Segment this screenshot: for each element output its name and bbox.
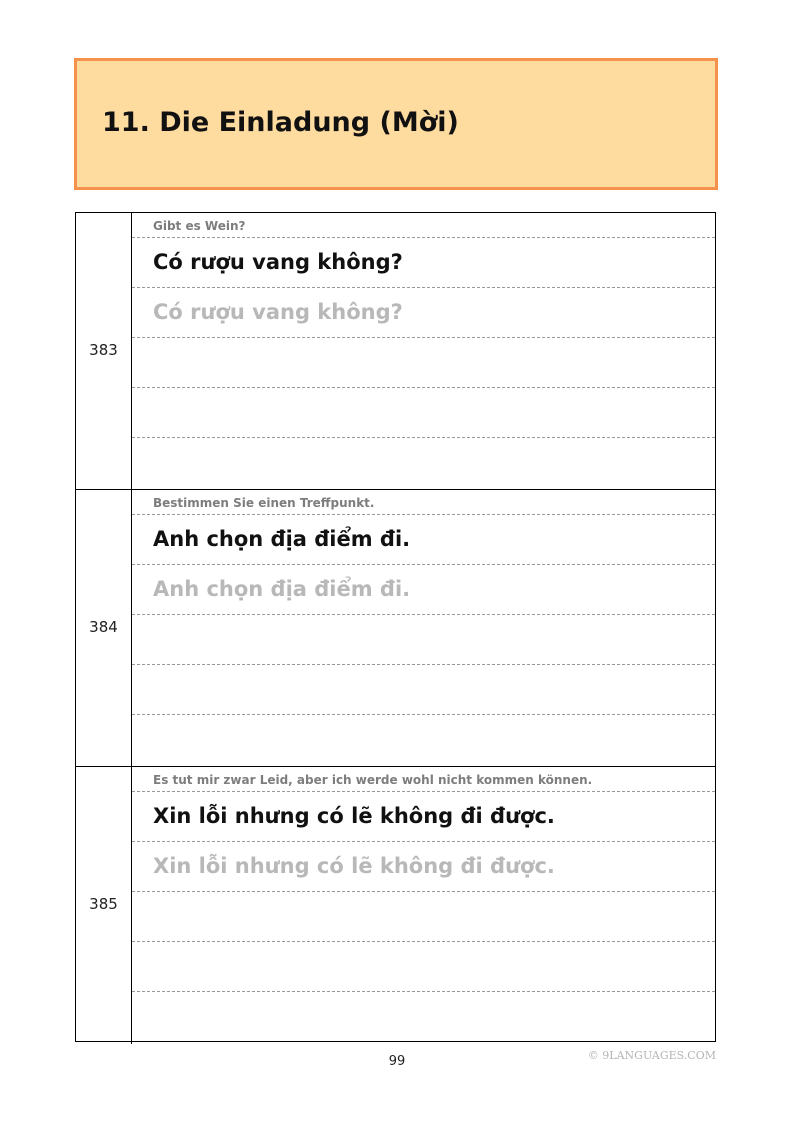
tracing-phrase: Có rượu vang không? (153, 300, 403, 324)
tracing-phrase: Anh chọn địa điểm đi. (153, 577, 411, 601)
writing-line[interactable] (132, 942, 715, 992)
phrase-row (132, 238, 715, 288)
phrase-row (132, 515, 715, 565)
vietnamese-phrase: Xin lỗi nhưng có lẽ không đi được. (153, 804, 555, 828)
entry-384 (76, 490, 715, 767)
german-gloss: Es tut mir zwar Leid, aber ich werde wohl nicht kommen können. (153, 773, 593, 787)
chapter-title-box (74, 58, 718, 190)
vietnamese-phrase: Anh chọn địa điểm đi. (153, 527, 411, 551)
practice-table (75, 212, 716, 1042)
entry-number: 383 (89, 341, 118, 359)
chapter-title: 11. Die Einladung (Mời) (102, 107, 459, 138)
trace-row (132, 842, 715, 892)
number-cell (76, 213, 132, 489)
entry-number: 385 (89, 895, 118, 913)
entry-number: 384 (89, 618, 118, 636)
page-number: 99 (388, 1054, 406, 1069)
german-gloss: Bestimmen Sie einen Treffpunkt. (153, 496, 375, 510)
writing-line[interactable] (132, 892, 715, 942)
copyright-notice: © 9LANGUAGES.COM (587, 1049, 716, 1062)
german-gloss: Gibt es Wein? (153, 219, 246, 233)
vietnamese-phrase: Có rượu vang không? (153, 250, 403, 274)
writing-line[interactable] (132, 615, 715, 665)
writing-line[interactable] (132, 715, 715, 766)
tracing-phrase: Xin lỗi nhưng có lẽ không đi được. (153, 854, 555, 878)
trace-row (132, 565, 715, 615)
writing-line[interactable] (132, 665, 715, 715)
number-cell (76, 767, 132, 1044)
gloss-row (132, 213, 715, 238)
phrase-row (132, 792, 715, 842)
gloss-row (132, 490, 715, 515)
writing-line[interactable] (132, 388, 715, 438)
writing-line[interactable] (132, 992, 715, 1042)
writing-line[interactable] (132, 338, 715, 388)
entry-385 (76, 767, 715, 1044)
number-cell (76, 490, 132, 766)
entry-383 (76, 213, 715, 490)
trace-row (132, 288, 715, 338)
writing-line[interactable] (132, 438, 715, 489)
gloss-row (132, 767, 715, 792)
